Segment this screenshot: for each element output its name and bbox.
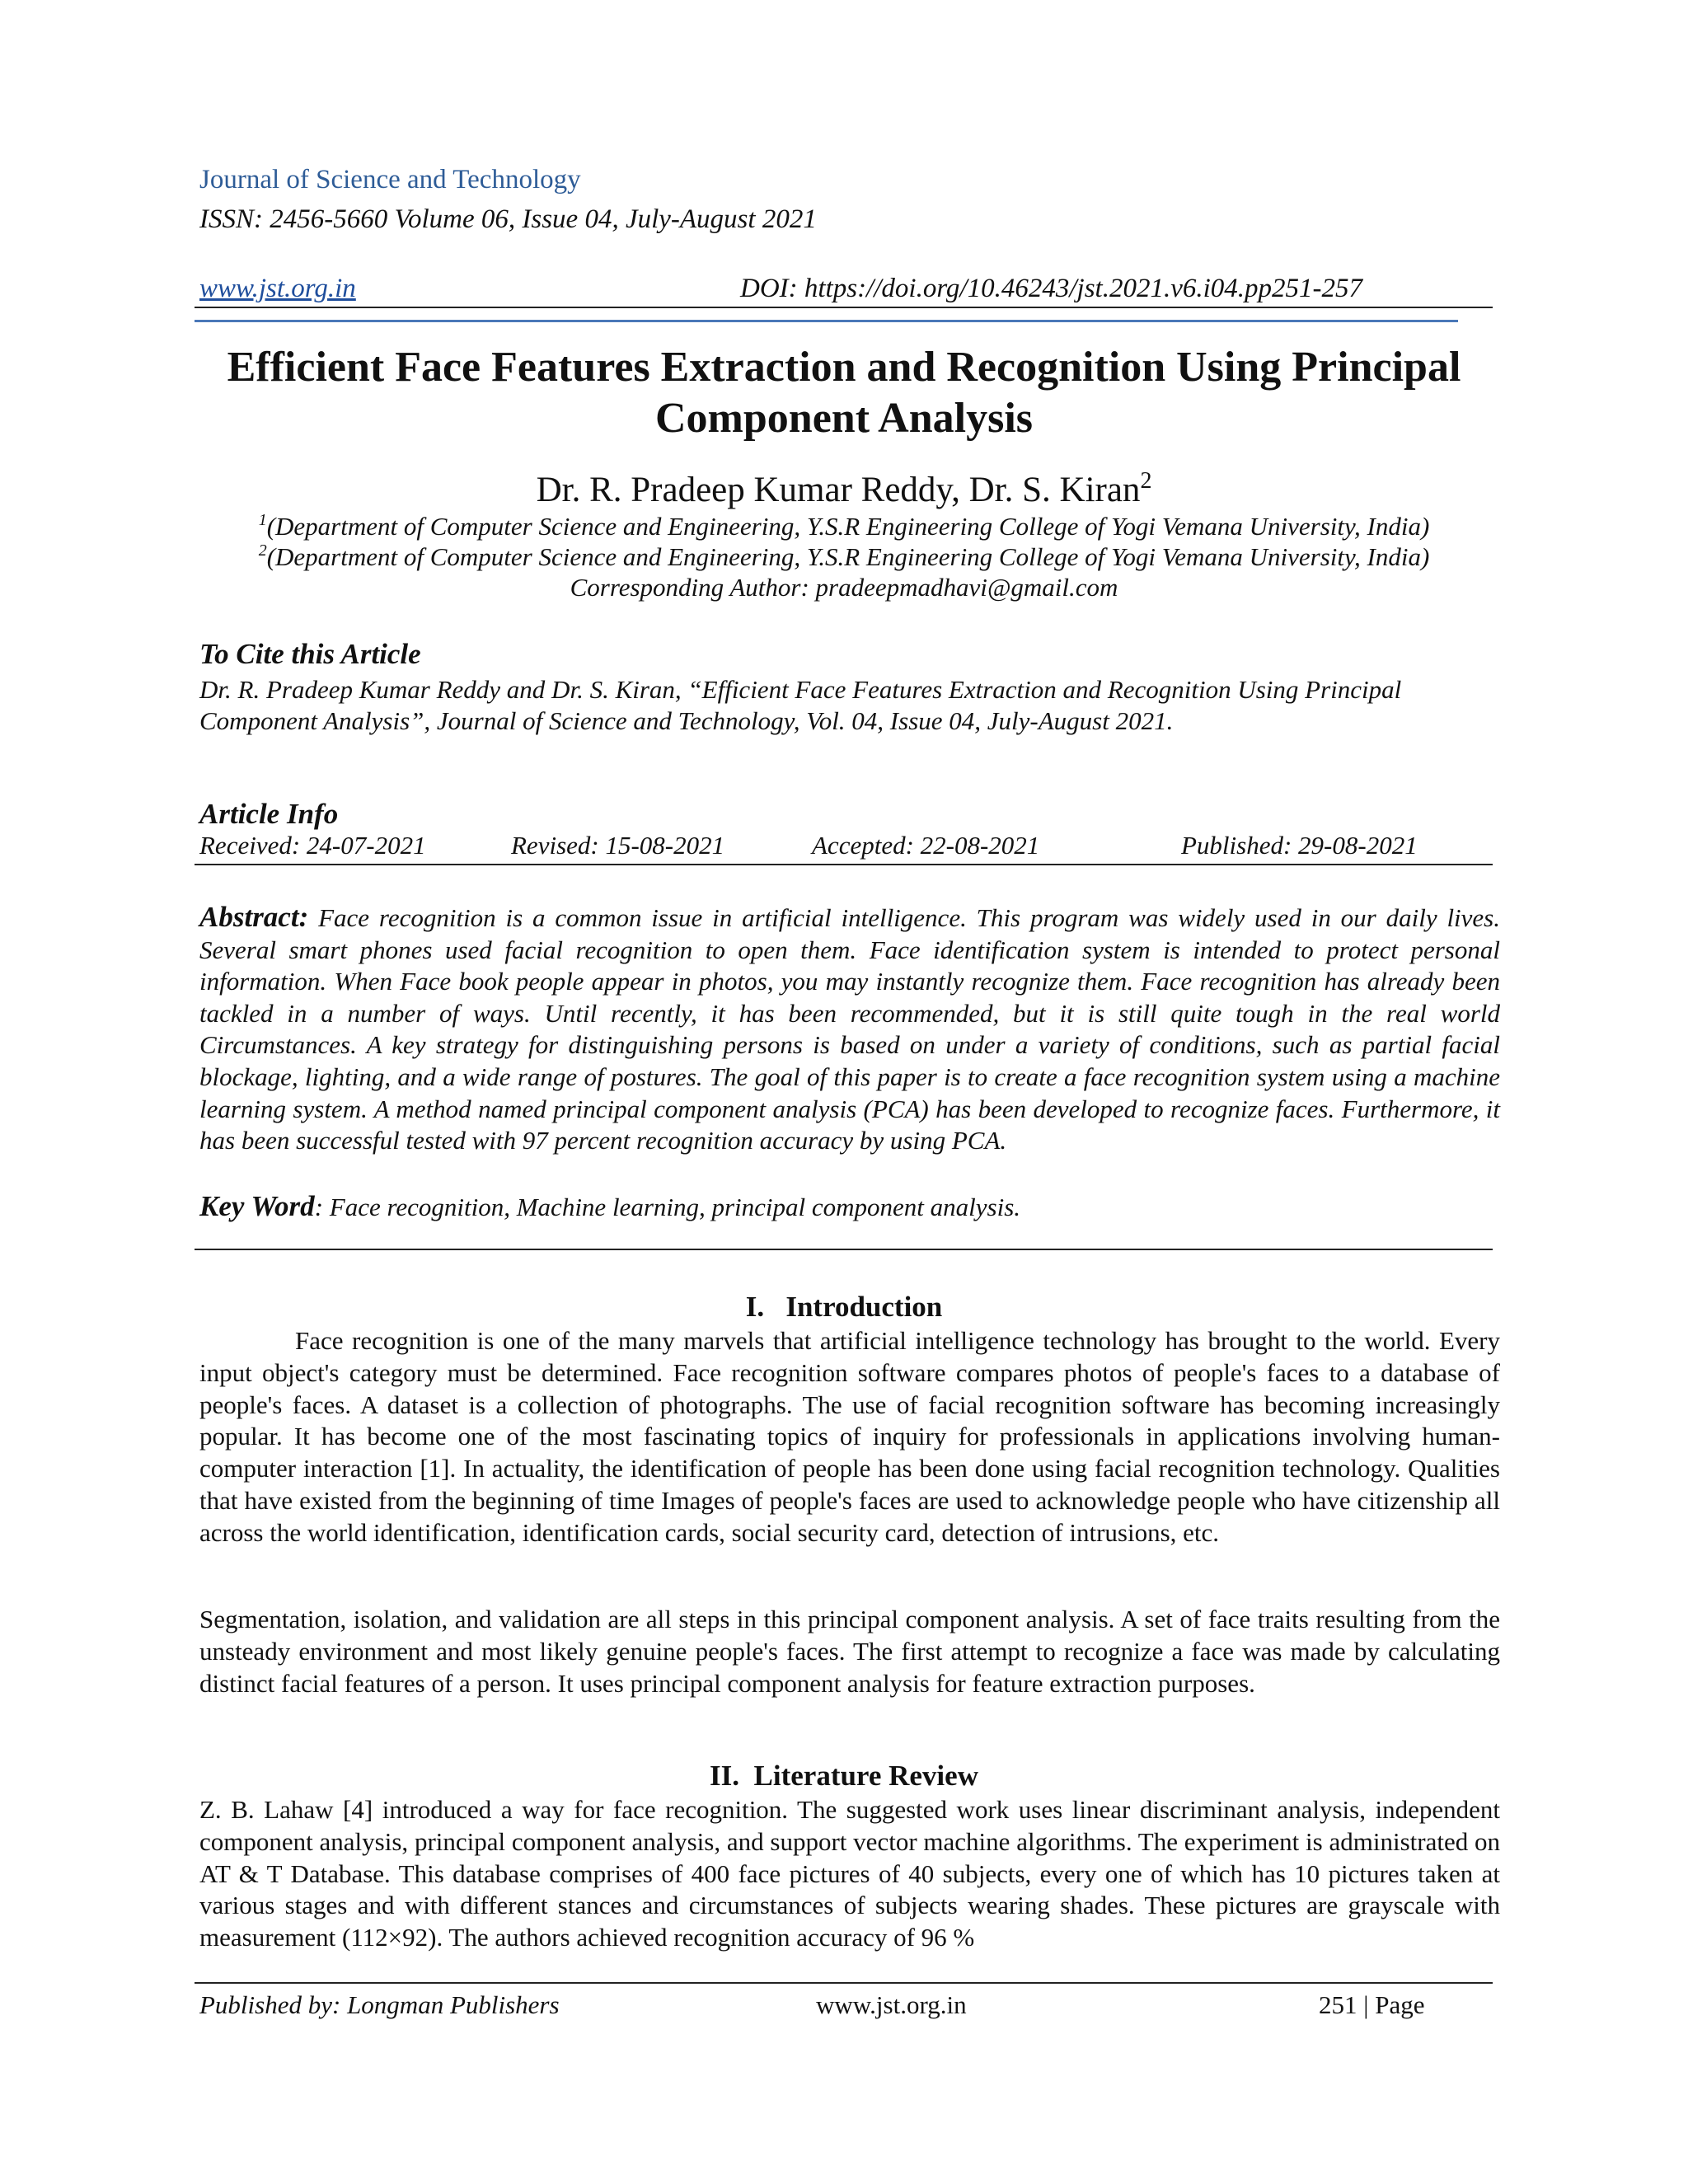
affiliation-mark: 2 (258, 541, 267, 560)
paper-title: Efficient Face Features Extraction and Recognition Using Principal Component Analysis (227, 344, 1461, 442)
affiliation-2 (0, 541, 1688, 572)
footer-website: www.jst.org.in (816, 1990, 967, 2019)
abstract-text: Face recognition is a common issue in artificial intelligence. This program was widely used in our daily lives. Several smart phones used facial recognition to open them. Face identification system is intended to protect personal information. When Face book people appear in photos, you may instantly recognize them. Face recognition has already been tackled in a number of ways. Until recently, it has been recommended, but it is still quite tough in the real world Circumstances. A key strategy for distinguishing persons is based on under a variety of conditions, such as partial facial blockage, lighting, and a wide range of postures. The goal of this paper is to create a face recognition system using a machine learning system. A method named principal component analysis (PCA) has been developed to recognize faces. Furthermore, it has been successful tested with 97 percent recognition accuracy by using PCA. (199, 903, 1501, 1155)
keywords-text: : Face recognition, Machine learning, principal component analysis. (314, 1193, 1021, 1221)
intro-paragraph-1: Face recognition is one of the many marvels that artificial intelligence technology has brought to the world. Every input object's category must be determined. Face recognition software compares photos of people's faces to a database of people's faces. A dataset is a collection of photographs. The use of facial recognition software has becoming increasingly popular. It has become one of the most fascinating topics of inquiry for professionals in applications involving human-computer interaction [1]. In actuality, the identification of people has been done using facial recognition technology. Qualities that have existed from the beginning of time Images of people's faces are used to acknowledge people who have citizenship all across the world identification, identification cards, social security card, detection of intrusions, etc. (199, 1326, 1500, 1547)
section-heading-introduction: I. Introduction (745, 1291, 943, 1323)
footer-publisher: Published by: Longman Publishers (199, 1990, 560, 2019)
literature-paragraph-1: Z. B. Lahaw [4] introduced a way for face recognition. The suggested work uses linear discriminant analysis, independent component analysis, principal component analysis, and support vector machine algorithms. The experiment is administrated on AT & T Database. This database comprises of 400 face pictures of 40 subjects, every one of which has 10 pictures taken at various stages and with different stances and circumstances of subjects wearing shades. These pictures are grayscale with measurement (112×92). The authors achieved recognition accuracy of 96 % (199, 1795, 1500, 1952)
section-heading-literature-review: II. Literature Review (710, 1760, 978, 1792)
header-rule (195, 307, 1493, 308)
cite-heading: To Cite this Article (199, 638, 421, 670)
affiliation-text: (Department of Computer Science and Engineering, Y.S.R Engineering College of Yogi Vemana University, India) (266, 542, 1430, 571)
journal-name: Journal of Science and Technology (199, 165, 581, 194)
intro-paragraph-2: Segmentation, isolation, and validation are all steps in this principal component analysis. A set of face traits resulting from the unsteady environment and most likely genuine people's faces. The first attempt to recognize a face was made by calculating distinct facial features of a person. It uses principal component analysis for feature extraction purposes. (199, 1605, 1500, 1698)
authors-line (0, 468, 1688, 510)
cite-text: Dr. R. Pradeep Kumar Reddy and Dr. S. Kiran, “Efficient Face Features Extraction and Recognition Using Principal Component Analysis”, Journal of Science and Technology, Vol. 04, Issue 04, July-August 2021. (199, 675, 1402, 735)
journal-website-link[interactable]: www.jst.org.in (199, 274, 356, 303)
abstract (199, 902, 1500, 1157)
keywords (199, 1190, 1500, 1223)
date-received: Received: 24-07-2021 (199, 831, 426, 860)
footer-page-number: 251 | Page (1319, 1990, 1425, 2019)
corresponding-author: Corresponding Author: pradeepmadhavi@gmail.com (570, 573, 1118, 602)
header-accent-rule (195, 320, 1458, 322)
article-info-rule (195, 864, 1493, 865)
abstract-rule (195, 1249, 1493, 1250)
keywords-label: Key Word (199, 1190, 315, 1222)
date-published: Published: 29-08-2021 (1181, 831, 1418, 860)
author-superscript: 2 (1140, 468, 1152, 494)
affiliation-text: (Department of Computer Science and Engineering, Y.S.R Engineering College of Yogi Vemana University, India) (266, 512, 1430, 541)
date-revised: Revised: 15-08-2021 (511, 831, 725, 860)
footer-rule (195, 1982, 1493, 1984)
abstract-label: Abstract: (199, 901, 309, 933)
doi-line: DOI: https://doi.org/10.46243/jst.2021.v6.i04.pp251-257 (740, 274, 1363, 303)
journal-issn-line: ISSN: 2456-5660 Volume 06, Issue 04, July-August 2021 (199, 204, 817, 234)
affiliation-mark: 1 (258, 511, 267, 529)
author-names: Dr. R. Pradeep Kumar Reddy, Dr. S. Kiran (536, 471, 1141, 509)
date-accepted: Accepted: 22-08-2021 (812, 831, 1040, 860)
article-info-heading: Article Info (199, 798, 339, 830)
affiliation-1 (0, 511, 1688, 541)
